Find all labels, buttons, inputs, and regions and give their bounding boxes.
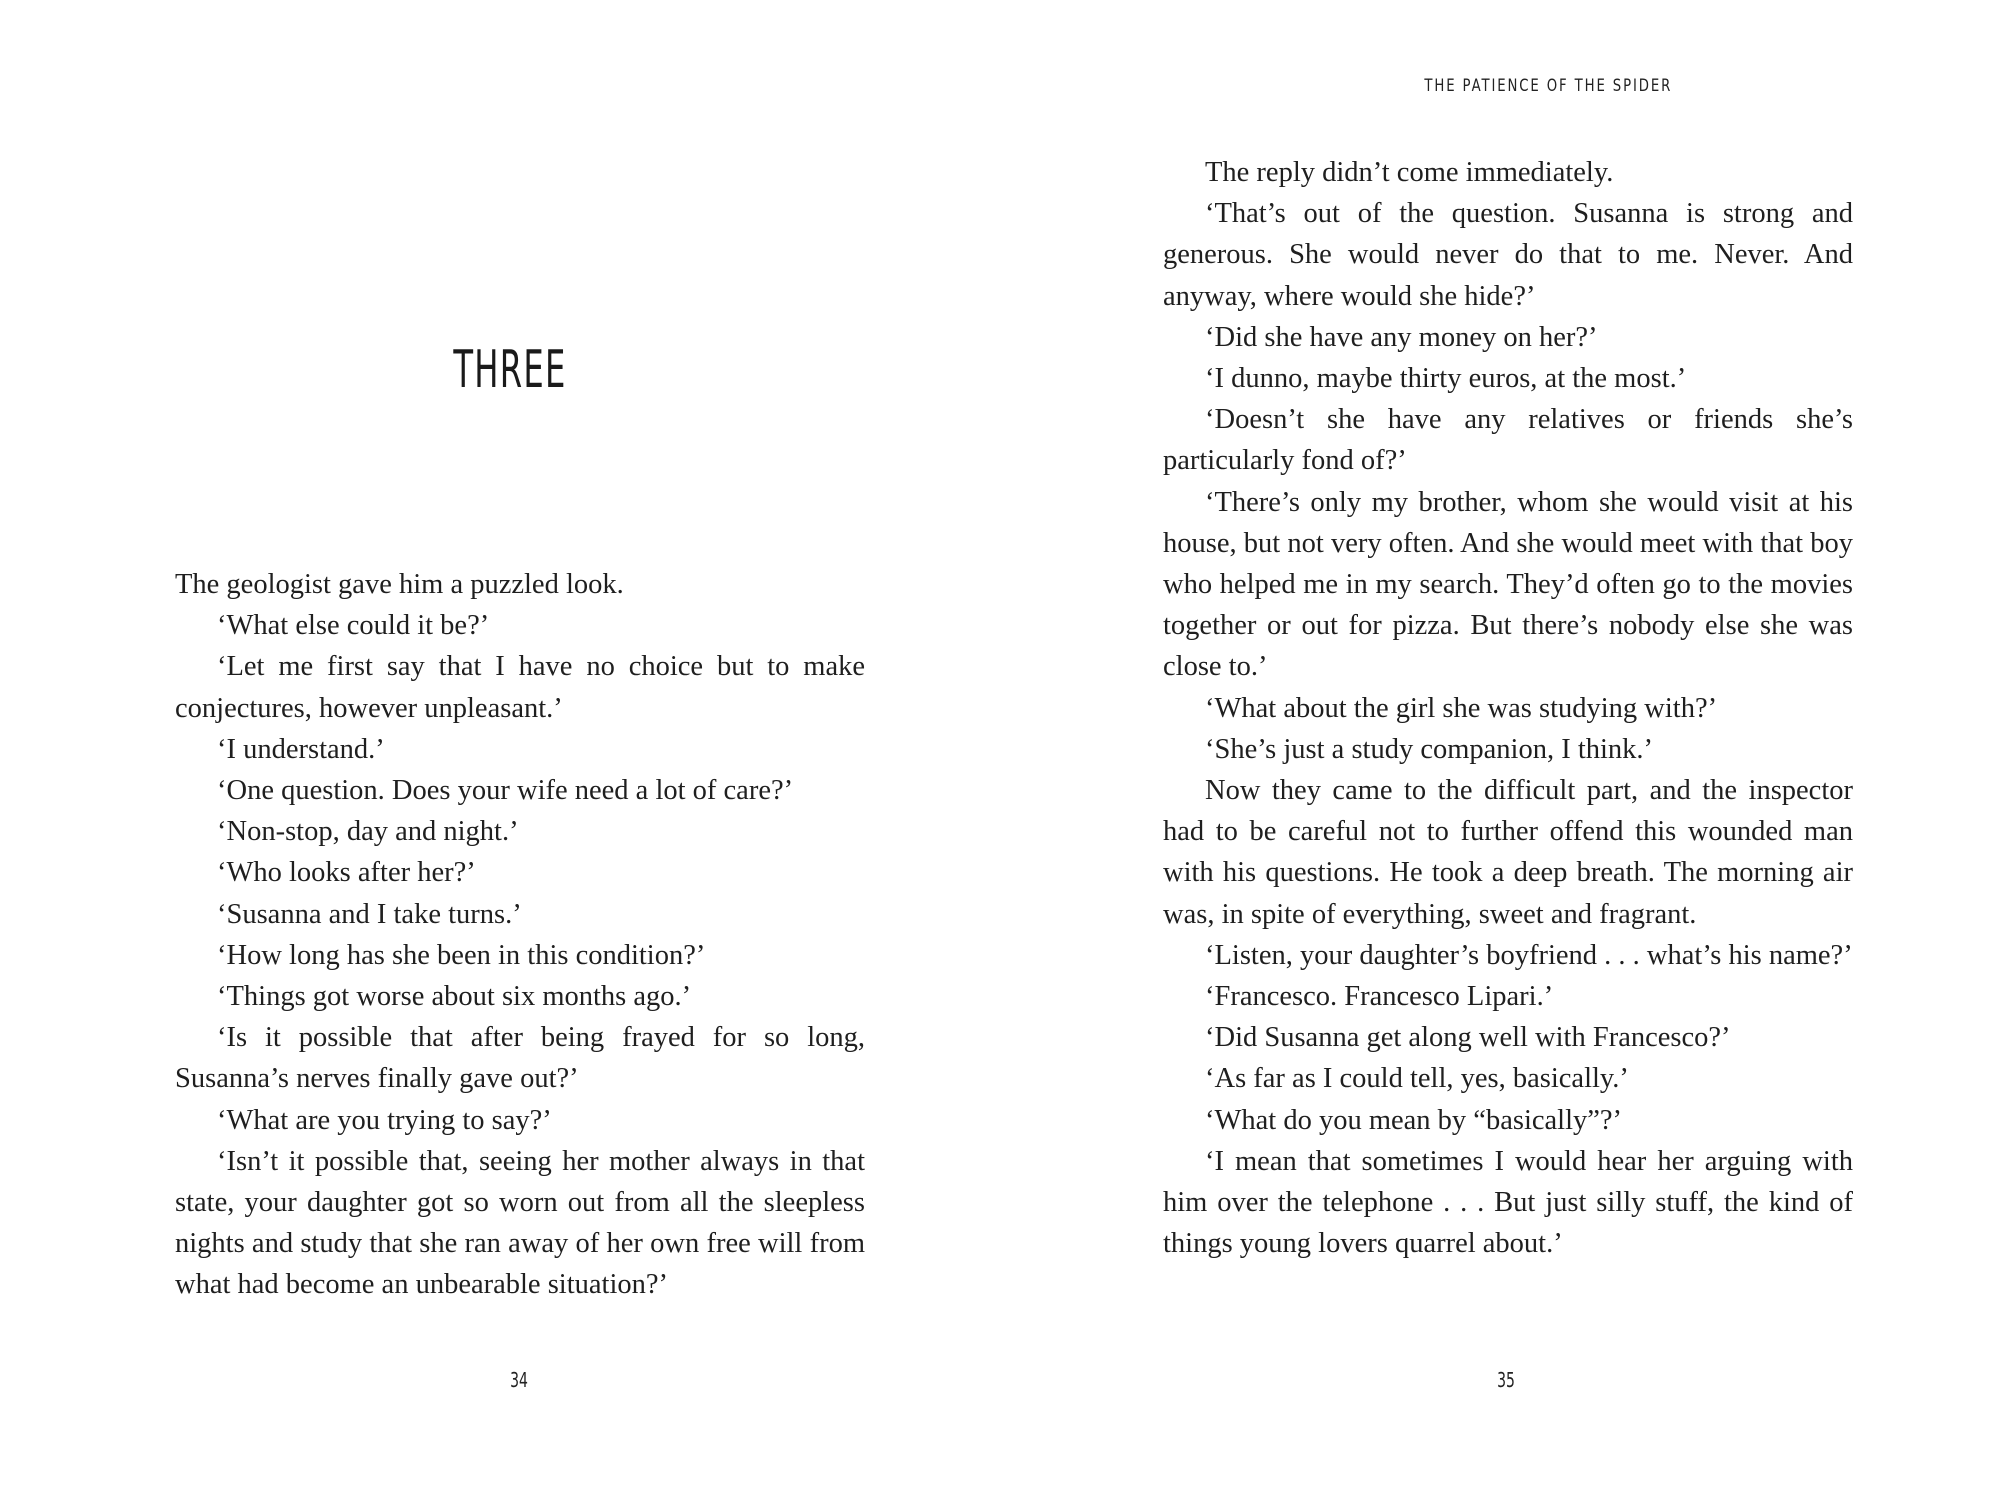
paragraph: ‘Susanna and I take turns.’	[217, 898, 522, 930]
paragraph: ‘I dunno, maybe thirty euros, at the most.’	[1205, 363, 1687, 395]
paragraph: ‘What else could it be?’	[217, 610, 490, 642]
paragraph: ‘Did Susanna get along well with Francesco?’	[1205, 1022, 1731, 1054]
paragraph: ‘What about the girl she was studying with?’	[1205, 692, 1718, 724]
paragraph: ‘Let me first say that I have no choice but to make conjectures, however unpleasant.’	[175, 651, 865, 724]
paragraph: The reply didn’t come immediately.	[1205, 157, 1614, 188]
paragraph: ‘Did she have any money on her?’	[1205, 321, 1598, 353]
chapter-title: THREE	[453, 340, 567, 400]
left-page-body	[175, 564, 865, 1306]
paragraph: ‘Isn’t it possible that, seeing her mother always in that state, your daughter got so worn out from all the sleepless nights and study that she ran away of her own free will from what had become an unbearable situation?’	[175, 1145, 865, 1301]
right-page-body	[1163, 152, 1853, 1264]
paragraph: ‘I understand.’	[217, 733, 385, 765]
paragraph: ‘One question. Does your wife need a lot of care?’	[217, 775, 794, 807]
page-number: 34	[510, 1368, 528, 1392]
paragraph: ‘Non-stop, day and night.’	[217, 816, 519, 848]
paragraph: ‘Is it possible that after being frayed for so long, Susanna’s nerves finally gave out?’	[175, 1022, 865, 1095]
paragraph: Now they came to the difficult part, and the inspector had to be careful not to further offend this wounded man with his questions. He took a deep breath. The morning air was, in spite of everything, sweet and fragrant.	[1163, 775, 1853, 930]
paragraph: ‘Who looks after her?’	[217, 857, 476, 889]
paragraph: ‘Doesn’t she have any relatives or friends she’s particularly fond of?’	[1163, 404, 1853, 477]
paragraph: ‘That’s out of the question. Susanna is strong and generous. She would never do that to me. Never. And anyway, where would she hide?’	[1163, 198, 1853, 312]
paragraph: ‘I mean that sometimes I would hear her arguing with him over the telephone . . . But just silly stuff, the kind of things young lovers quarrel about.’	[1163, 1145, 1853, 1260]
paragraph: ‘As far as I could tell, yes, basically.’	[1205, 1063, 1629, 1095]
paragraph: ‘Francesco. Francesco Lipari.’	[1205, 981, 1554, 1013]
right-page	[1000, 0, 2000, 1511]
paragraph: ‘She’s just a study companion, I think.’	[1205, 733, 1654, 765]
paragraph: ‘What are you trying to say?’	[217, 1104, 552, 1136]
paragraph: ‘Listen, your daughter’s boyfriend . . . what’s his name?’	[1205, 939, 1853, 971]
paragraph: ‘How long has she been in this condition?’	[217, 939, 706, 971]
paragraph: ‘Things got worse about six months ago.’	[217, 981, 692, 1013]
paragraph: ‘What do you mean by “basically”?’	[1205, 1104, 1623, 1136]
paragraph: ‘There’s only my brother, whom she would visit at his house, but not very often. And she would meet with that boy who helped me in my search. They’d often go to the movies together or out for pizza. But there’s nobody else she was close to.’	[1163, 486, 1853, 683]
page-number: 35	[1497, 1368, 1515, 1392]
running-head: THE PATIENCE OF THE SPIDER	[1424, 76, 1673, 96]
paragraph: The geologist gave him a puzzled look.	[175, 569, 624, 600]
